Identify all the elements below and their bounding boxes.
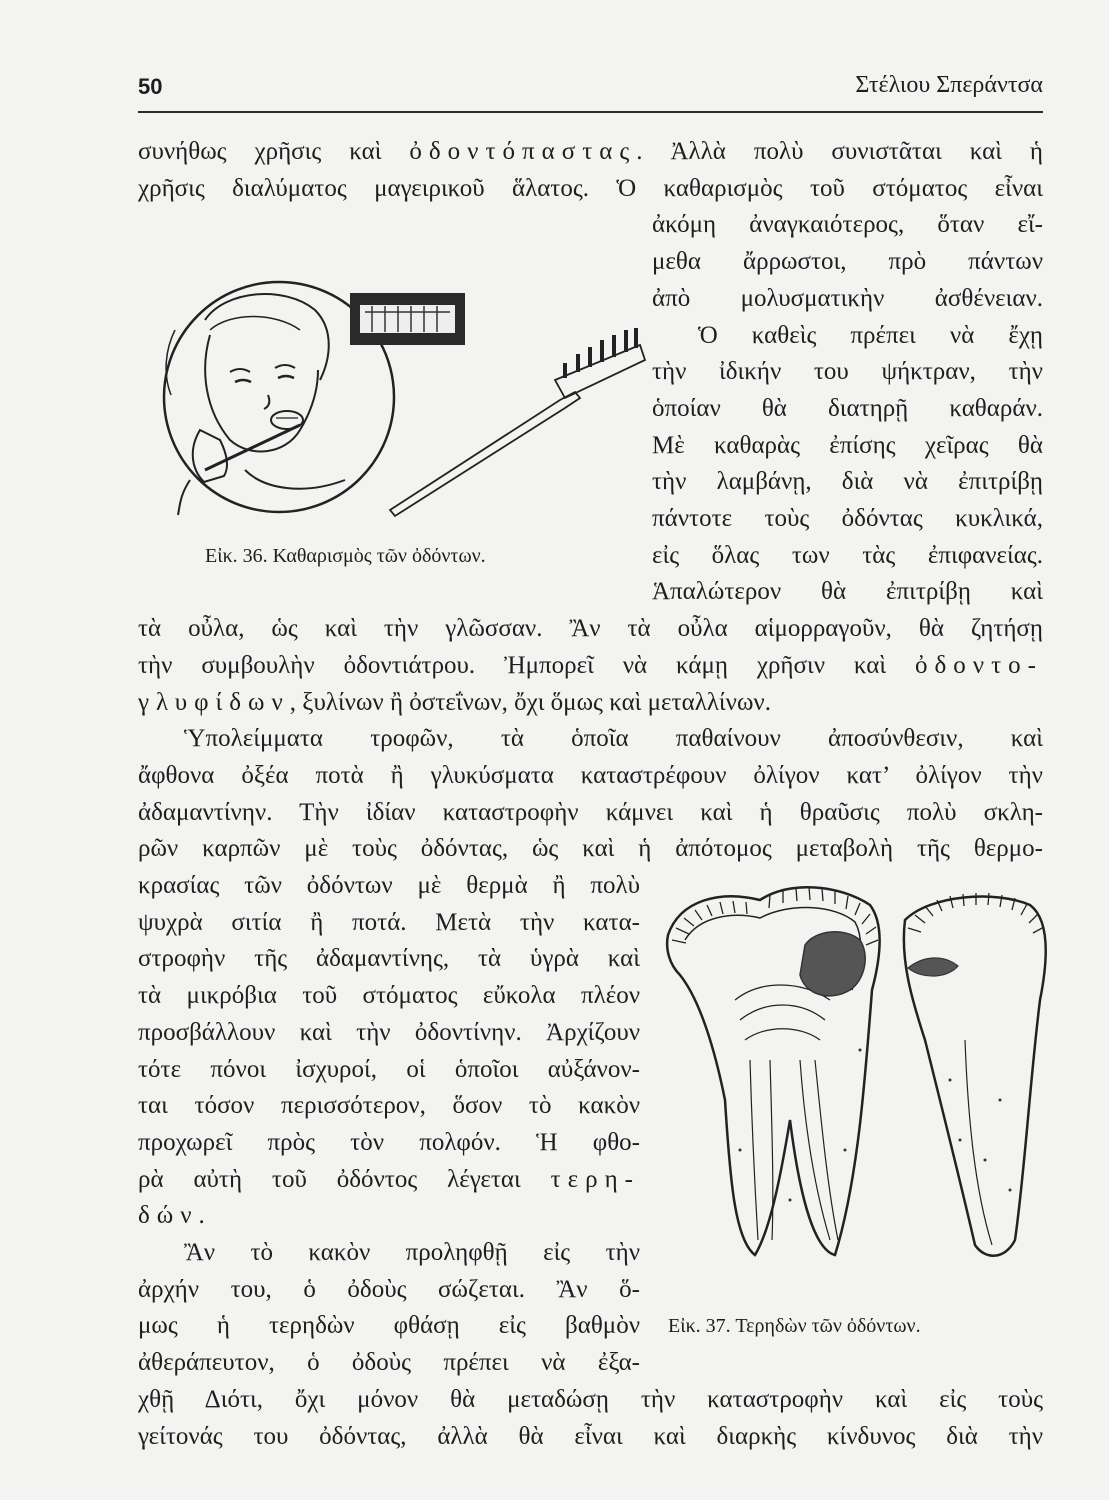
text-run: , ξυλίνων ἢ ὀστεΐνων, ὄχι ὅμως καὶ μεταλλίνων. [289,688,771,716]
text-run: κρασίας τῶν ὀδόντων μὲ θερμὰ ἢ πολὺ [138,872,640,899]
text-line [652,428,1043,464]
figure-37-caption: Εἰκ. 37. Τερηδὼν τῶν ὀδόντων. [668,1315,921,1337]
text-line [138,648,1043,684]
spaced-emphasis-text: δών. [138,1202,212,1230]
text-run: τὴν συμβουλὴν ὀδοντιάτρου. Ἠμπορεῖ νὰ κάμῃ χρῆσιν καὶ [138,651,916,679]
text-line [138,868,640,904]
text-run: προσβάλλουν καὶ τὴν ὀδοντίνην. Ἀρχίζουν [138,1018,640,1046]
text-line [138,1125,640,1161]
text-line [138,1382,1043,1418]
text-line [138,1015,640,1051]
text-line [138,795,1043,831]
running-head: Στέλιου Σπεράντσα [855,72,1043,98]
text-run: γείτονάς του ὀδόντας, ἀλλὰ θὰ εἶναι καὶ διαρκὴς κίνδυνος διὰ τὴν [138,1422,1043,1450]
text-run: τὰ μικρόβια τοῦ στόματος εὔκολα πλέον [138,982,640,1010]
text-run: Ἁπαλώτερον θὰ ἐπιτρίβῃ καὶ [652,578,1043,606]
text-line [652,207,1043,243]
text-line [138,1162,640,1198]
text-line [138,1198,640,1234]
text-run: προχωρεῖ πρὸς τὸν πολφόν. Ἡ φθο- [138,1128,640,1156]
text-run: εἰς ὅλας των τὰς ἐπιφανείας. [652,541,1043,569]
text-line [652,354,1043,390]
text-run: ἀκόμη ἀναγκαιότερος, ὅταν εἴ- [652,211,1043,239]
text-line [138,1088,640,1124]
text-run: ἀδαμαντίνην. Τὴν ἰδίαν καταστροφὴν κάμνει καὶ ἡ θραῦσις πολὺ σκλη- [138,798,1043,826]
text-line [138,1272,640,1308]
text-line [652,318,1043,354]
text-run: ρὰ αὐτὴ τοῦ ὀδόντος λέγεται [138,1165,551,1193]
text-line [138,611,1043,647]
text-run: συνήθως χρῆσις καὶ [138,138,410,165]
text-run: . Ἀλλὰ πολὺ συνιστᾶται καὶ ἡ [636,138,1043,165]
text-run: τὰ οὖλα, ὡς καὶ τὴν γλῶσσαν. Ἂν τὰ οὖλα αἱμορραγοῦν, θὰ ζητήσῃ [138,615,1043,643]
text-run: ἀπὸ μολυσματικὴν ἀσθένειαν. [652,284,1043,312]
text-line [138,685,1043,721]
text-line [652,281,1043,317]
text-run: χρῆσις διαλύματος μαγειρικοῦ ἅλατος. Ὁ καθαρισμὸς τοῦ στόματος εἶναι [138,174,1043,202]
text-run: ἀρχήν του, ὁ ὀδοὺς σώζεται. Ἂν ὅ- [138,1275,640,1303]
figure-36-toothbrushing-illustration [150,280,650,520]
figure-37-tooth-decay-illustration [660,875,1055,1270]
text-run: τὴν ἰδικήν του ψήκτραν, τὴν [652,358,1043,386]
text-line [138,1345,640,1381]
text-line [652,574,1043,610]
text-run: στροφὴν τῆς ἀδαμαντίνης, τὰ ὑγρὰ καὶ [138,945,640,973]
text-line [138,978,640,1014]
text-run: χθῇ Διότι, ὄχι μόνον θὰ μεταδώσῃ τὴν καταστροφὴν καὶ εἰς τοὺς [138,1385,1043,1413]
text-line [138,1052,640,1088]
text-line [138,171,1043,207]
text-line [652,538,1043,574]
text-run: Μὲ καθαρὰς ἐπίσης χεῖρας θὰ [652,431,1043,459]
text-run: ρῶν καρπῶν μὲ τοὺς ὀδόντας, ὡς καὶ ἡ ἀπότομος μεταβολὴ τῆς θερμο- [138,835,1043,863]
spaced-emphasis-text: τερη- [550,1165,640,1193]
text-line [138,721,1043,757]
text-run: μεθα ἄρρωστοι, πρὸ πάντων [652,248,1043,276]
text-run: Ὑπολείμματα τροφῶν, τὰ ὁποῖα παθαίνουν ἀποσύνθεσιν, καὶ [184,725,1043,753]
header-rule [138,111,1043,113]
text-run: τότε πόνοι ἰσχυροί, οἱ ὁποῖοι αὐξάνον- [138,1055,640,1083]
text-line [138,831,1043,867]
text-line [652,501,1043,537]
text-line [138,758,1043,794]
text-run: μως ἡ τερηδὼν φθάσῃ εἰς βαθμὸν [138,1312,640,1340]
text-line [138,1235,640,1271]
text-run: ἄφθονα ὀξέα ποτὰ ἢ γλυκύσματα καταστρέφουν ὀλίγον κατ’ ὀλίγον τὴν [138,761,1043,789]
text-line [652,464,1043,500]
figure-36-caption: Εἰκ. 36. Καθαρισμὸς τῶν ὀδόντων. [205,545,486,567]
spaced-emphasis-text: ὀδοντο- [915,651,1043,679]
text-line [138,905,640,941]
text-run: ἀθεράπευτον, ὁ ὀδοὺς πρέπει νὰ ἐξα- [138,1349,640,1377]
text-line [138,134,1043,170]
text-line [652,244,1043,280]
text-run: Ὁ καθεὶς πρέπει νὰ ἔχῃ [698,321,1043,349]
text-run: ται τόσον περισσότερον, ὅσον τὸ κακὸν [138,1092,640,1120]
spaced-emphasis-text: γλυφίδων [138,688,290,716]
text-run: τὴν λαμβάνῃ, διὰ νὰ ἐπιτρίβῃ [652,468,1043,496]
text-run: πάντοτε τοὺς ὀδόντας κυκλικά, [652,505,1043,532]
text-line [138,941,640,977]
text-run: Ἂν τὸ κακὸν προληφθῇ εἰς τὴν [184,1239,640,1266]
text-run: ψυχρὰ σιτία ἢ ποτά. Μετὰ τὴν κατα- [138,908,640,936]
spaced-emphasis-text: ὀδοντόπαστας [409,138,637,165]
text-line [138,1419,1043,1455]
text-line [138,1308,640,1344]
page-number: 50 [138,74,163,99]
text-line [652,391,1043,427]
text-run: ὁποίαν θὰ διατηρῇ καθαράν. [652,394,1043,422]
